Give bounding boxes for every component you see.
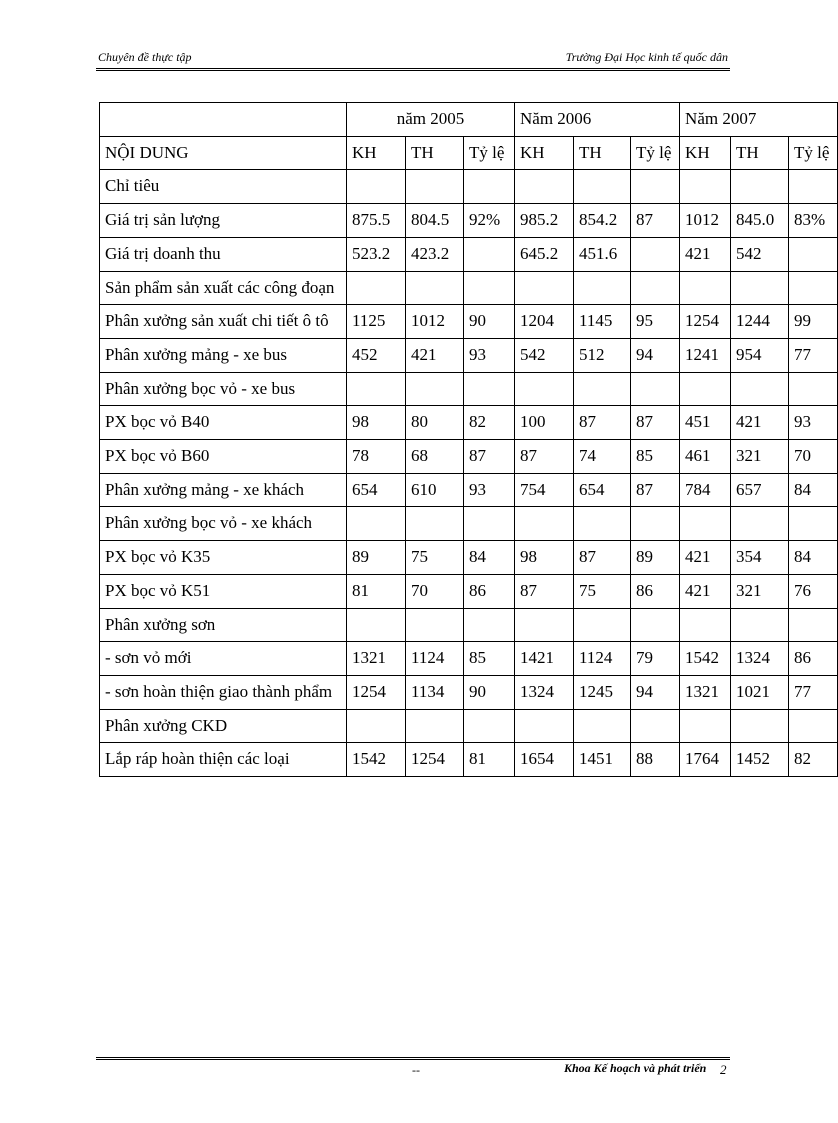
- table-cell: [574, 608, 631, 642]
- table-cell: 80: [406, 406, 464, 440]
- table-cell: [406, 170, 464, 204]
- table-cell: 1244: [731, 305, 789, 339]
- table-cell: 354: [731, 541, 789, 575]
- header-left-text: Chuyên đề thực tập: [98, 50, 192, 64]
- table-cell: [464, 271, 515, 305]
- table-cell: 1012: [680, 204, 731, 238]
- table-row: [100, 271, 838, 305]
- table-row: [100, 204, 838, 238]
- table-cell: 87: [464, 440, 515, 474]
- table-cell: 1542: [347, 743, 406, 777]
- page-header: [96, 48, 730, 68]
- table-row: [100, 709, 838, 743]
- table-cell: [680, 170, 731, 204]
- table-cell: 82: [789, 743, 838, 777]
- table-cell: 1452: [731, 743, 789, 777]
- table-cell: 451.6: [574, 237, 631, 271]
- table-cell: 85: [464, 642, 515, 676]
- table-cell: 81: [464, 743, 515, 777]
- table-cell: 1124: [574, 642, 631, 676]
- table-cell: 754: [515, 473, 574, 507]
- row-label: Chỉ tiêu: [100, 170, 347, 204]
- table-row: [100, 170, 838, 204]
- table-cell: 77: [789, 338, 838, 372]
- table-cell: 94: [631, 675, 680, 709]
- table-row: [100, 642, 838, 676]
- table-cell: [347, 170, 406, 204]
- table-cell: 70: [789, 440, 838, 474]
- table-cell: [406, 271, 464, 305]
- table-cell: 93: [789, 406, 838, 440]
- row-label: - sơn hoàn thiện giao thành phẩm: [100, 675, 347, 709]
- table-cell: 78: [347, 440, 406, 474]
- year-2006-header: Năm 2006: [515, 103, 680, 137]
- table-cell: [515, 507, 574, 541]
- th-header: TH: [406, 136, 464, 170]
- table-cell: [680, 709, 731, 743]
- table-row: [100, 237, 838, 271]
- table-cell: 87: [631, 204, 680, 238]
- row-label: Phân xưởng sản xuất chi tiết ô tô: [100, 305, 347, 339]
- content-header: NỘI DUNG: [100, 136, 347, 170]
- table-cell: 784: [680, 473, 731, 507]
- table-cell: 98: [347, 406, 406, 440]
- table-cell: 1324: [731, 642, 789, 676]
- table-cell: 321: [731, 574, 789, 608]
- table-cell: [515, 608, 574, 642]
- table-cell: 1654: [515, 743, 574, 777]
- table-cell: [464, 608, 515, 642]
- table-cell: 804.5: [406, 204, 464, 238]
- table-cell: [680, 608, 731, 642]
- footer-rule: [96, 1057, 730, 1060]
- row-label: Lắp ráp hoàn thiện các loại: [100, 743, 347, 777]
- row-label: PX bọc vỏ B60: [100, 440, 347, 474]
- table-cell: 75: [406, 541, 464, 575]
- footer-dash: --: [412, 1063, 420, 1077]
- table-cell: 68: [406, 440, 464, 474]
- table-cell: [574, 271, 631, 305]
- table-cell: [731, 507, 789, 541]
- table-row: [100, 406, 838, 440]
- table-cell: 84: [464, 541, 515, 575]
- table-cell: [515, 271, 574, 305]
- row-label: Sản phẩm sản xuất các công đoạn: [100, 271, 347, 305]
- table-cell: [789, 608, 838, 642]
- sub-header-row: [100, 136, 838, 170]
- kh-header: KH: [680, 136, 731, 170]
- table-cell: 1321: [347, 642, 406, 676]
- table-cell: [515, 170, 574, 204]
- row-label: Giá trị sản lượng: [100, 204, 347, 238]
- page-number: 2: [720, 1062, 727, 1077]
- table-cell: [631, 170, 680, 204]
- row-label: - sơn vỏ mới: [100, 642, 347, 676]
- row-label: Phân xưởng CKD: [100, 709, 347, 743]
- table-cell: 86: [464, 574, 515, 608]
- table-cell: 645.2: [515, 237, 574, 271]
- table-row: [100, 305, 838, 339]
- table-cell: [515, 372, 574, 406]
- table-cell: [406, 709, 464, 743]
- table-cell: [515, 709, 574, 743]
- table-cell: 1134: [406, 675, 464, 709]
- table-cell: [731, 709, 789, 743]
- footer-faculty-text: Khoa Kế hoạch và phát triển: [564, 1061, 707, 1075]
- th-header: TH: [574, 136, 631, 170]
- table-cell: 1254: [680, 305, 731, 339]
- table-cell: 90: [464, 675, 515, 709]
- ratio-header: Tỷ lệ: [631, 136, 680, 170]
- table-cell: 82: [464, 406, 515, 440]
- table-cell: 1254: [347, 675, 406, 709]
- table-cell: [574, 170, 631, 204]
- table-row: [100, 608, 838, 642]
- table-cell: 421: [680, 574, 731, 608]
- table-cell: 94: [631, 338, 680, 372]
- table-cell: 461: [680, 440, 731, 474]
- table-cell: 1012: [406, 305, 464, 339]
- table-row: [100, 675, 838, 709]
- table-cell: 542: [731, 237, 789, 271]
- table-cell: 985.2: [515, 204, 574, 238]
- table-row: [100, 338, 838, 372]
- table-cell: 100: [515, 406, 574, 440]
- table-cell: 654: [347, 473, 406, 507]
- table-cell: 87: [515, 574, 574, 608]
- year-2007-header: Năm 2007: [680, 103, 838, 137]
- table-cell: [789, 709, 838, 743]
- kh-header: KH: [515, 136, 574, 170]
- table-cell: [789, 170, 838, 204]
- table-cell: [680, 271, 731, 305]
- year-header-row: [100, 103, 838, 137]
- table-cell: 845.0: [731, 204, 789, 238]
- table-cell: [406, 372, 464, 406]
- table-cell: [789, 237, 838, 271]
- table-cell: 95: [631, 305, 680, 339]
- table-cell: 954: [731, 338, 789, 372]
- row-label: Phân xưởng bọc vỏ - xe khách: [100, 507, 347, 541]
- table-cell: 86: [789, 642, 838, 676]
- table-body: [100, 170, 838, 777]
- row-label: Phân xưởng mảng - xe bus: [100, 338, 347, 372]
- table-cell: [731, 271, 789, 305]
- table-cell: 1021: [731, 675, 789, 709]
- table-cell: 84: [789, 473, 838, 507]
- table-cell: [631, 507, 680, 541]
- ratio-header: Tỷ lệ: [789, 136, 838, 170]
- table-row: [100, 541, 838, 575]
- table-cell: 421: [680, 541, 731, 575]
- ratio-header: Tỷ lệ: [464, 136, 515, 170]
- header-empty-cell: [100, 103, 347, 137]
- table-cell: 1241: [680, 338, 731, 372]
- table-cell: 74: [574, 440, 631, 474]
- row-label: Phân xưởng sơn: [100, 608, 347, 642]
- table-cell: 452: [347, 338, 406, 372]
- table-row: [100, 743, 838, 777]
- table-cell: 89: [631, 541, 680, 575]
- table-cell: [680, 507, 731, 541]
- production-table: [99, 102, 838, 777]
- table-cell: [347, 507, 406, 541]
- table-cell: 421: [406, 338, 464, 372]
- table-cell: [464, 170, 515, 204]
- table-cell: [464, 372, 515, 406]
- row-label: PX bọc vỏ B40: [100, 406, 347, 440]
- table-cell: 451: [680, 406, 731, 440]
- row-label: Giá trị doanh thu: [100, 237, 347, 271]
- table-cell: [731, 608, 789, 642]
- row-label: PX bọc vỏ K51: [100, 574, 347, 608]
- table-cell: [789, 507, 838, 541]
- table-cell: 87: [631, 406, 680, 440]
- table-cell: 99: [789, 305, 838, 339]
- table-cell: 87: [574, 541, 631, 575]
- table-cell: 654: [574, 473, 631, 507]
- table-cell: 1124: [406, 642, 464, 676]
- table-cell: [464, 507, 515, 541]
- table-cell: 75: [574, 574, 631, 608]
- table-cell: [731, 372, 789, 406]
- table-cell: 87: [574, 406, 631, 440]
- table-cell: [631, 608, 680, 642]
- table-cell: [631, 709, 680, 743]
- table-cell: 87: [515, 440, 574, 474]
- table-cell: 83%: [789, 204, 838, 238]
- table-cell: 87: [631, 473, 680, 507]
- table-cell: 1421: [515, 642, 574, 676]
- header-right-text: Trường Đại Học kinh tế quốc dân: [565, 50, 728, 64]
- table-cell: 1145: [574, 305, 631, 339]
- table-row: [100, 372, 838, 406]
- row-label: Phân xưởng bọc vỏ - xe bus: [100, 372, 347, 406]
- table-row: [100, 574, 838, 608]
- table-cell: 84: [789, 541, 838, 575]
- table-cell: [347, 709, 406, 743]
- table-cell: [631, 271, 680, 305]
- table-cell: [347, 372, 406, 406]
- table-cell: 79: [631, 642, 680, 676]
- table-container: [99, 102, 830, 992]
- table-cell: 512: [574, 338, 631, 372]
- table-cell: 423.2: [406, 237, 464, 271]
- table-cell: [789, 271, 838, 305]
- table-cell: [406, 507, 464, 541]
- table-cell: 610: [406, 473, 464, 507]
- table-cell: 875.5: [347, 204, 406, 238]
- kh-header: KH: [347, 136, 406, 170]
- table-cell: 92%: [464, 204, 515, 238]
- table-cell: 89: [347, 541, 406, 575]
- table-cell: [347, 608, 406, 642]
- table-cell: 76: [789, 574, 838, 608]
- table-cell: [731, 170, 789, 204]
- table-cell: 321: [731, 440, 789, 474]
- header-rule: [96, 68, 730, 71]
- table-cell: [574, 507, 631, 541]
- table-cell: 93: [464, 473, 515, 507]
- table-cell: [789, 372, 838, 406]
- table-cell: 98: [515, 541, 574, 575]
- table-cell: 1204: [515, 305, 574, 339]
- table-cell: [631, 237, 680, 271]
- table-row: [100, 507, 838, 541]
- table-cell: [347, 271, 406, 305]
- table-cell: [680, 372, 731, 406]
- table-cell: 523.2: [347, 237, 406, 271]
- table-row: [100, 473, 838, 507]
- table-cell: 421: [680, 237, 731, 271]
- table-cell: 70: [406, 574, 464, 608]
- table-cell: 657: [731, 473, 789, 507]
- row-label: Phân xưởng mảng - xe khách: [100, 473, 347, 507]
- table-cell: 88: [631, 743, 680, 777]
- table-cell: 86: [631, 574, 680, 608]
- table-cell: 81: [347, 574, 406, 608]
- table-cell: 85: [631, 440, 680, 474]
- table-cell: 1254: [406, 743, 464, 777]
- table-cell: [464, 237, 515, 271]
- table-cell: [574, 709, 631, 743]
- table-cell: 854.2: [574, 204, 631, 238]
- table-row: [100, 440, 838, 474]
- table-cell: 1125: [347, 305, 406, 339]
- table-cell: 90: [464, 305, 515, 339]
- table-cell: 1324: [515, 675, 574, 709]
- table-cell: 77: [789, 675, 838, 709]
- table-cell: [574, 372, 631, 406]
- table-cell: [464, 709, 515, 743]
- table-cell: [631, 372, 680, 406]
- table-cell: 421: [731, 406, 789, 440]
- table-cell: 1451: [574, 743, 631, 777]
- year-2005-header: năm 2005: [347, 103, 515, 137]
- table-cell: 93: [464, 338, 515, 372]
- table-cell: 1245: [574, 675, 631, 709]
- row-label: PX bọc vỏ K35: [100, 541, 347, 575]
- table-cell: 1542: [680, 642, 731, 676]
- th-header: TH: [731, 136, 789, 170]
- table-cell: 1764: [680, 743, 731, 777]
- table-cell: 1321: [680, 675, 731, 709]
- table-cell: [406, 608, 464, 642]
- table-cell: 542: [515, 338, 574, 372]
